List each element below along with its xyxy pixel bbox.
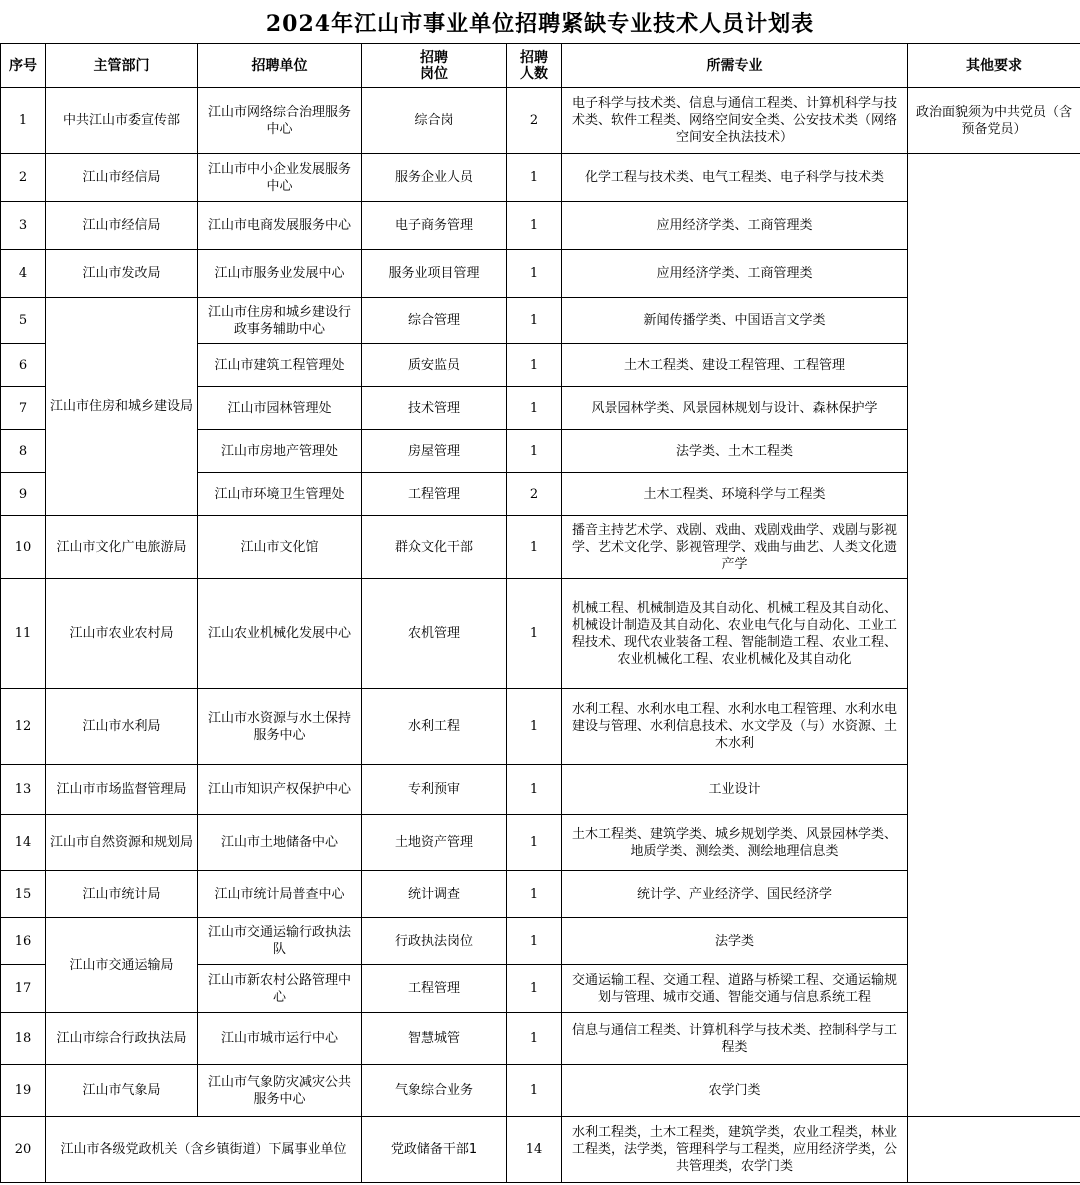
cell-count: 1 <box>507 1013 562 1065</box>
cell-unit: 江山市气象防灾减灾公共服务中心 <box>198 1065 362 1117</box>
cell-major: 土木工程类、环境科学与工程类 <box>562 473 908 516</box>
cell-post: 专利预审 <box>362 765 507 815</box>
cell-dept: 江山市统计局 <box>46 871 198 918</box>
cell-major: 工业设计 <box>562 765 908 815</box>
cell-seq: 4 <box>1 250 46 298</box>
cell-major: 风景园林学类、风景园林规划与设计、森林保护学 <box>562 387 908 430</box>
cell-dept: 江山市经信局 <box>46 154 198 202</box>
cell-unit: 江山市新农村公路管理中心 <box>198 965 362 1013</box>
cell-dept: 江山市各级党政机关（含乡镇街道）下属事业单位 <box>46 1117 362 1183</box>
cell-post: 农机管理 <box>362 579 507 689</box>
cell-seq: 3 <box>1 202 46 250</box>
cell-count: 1 <box>507 815 562 871</box>
cell-dept: 江山市经信局 <box>46 202 198 250</box>
cell-seq: 2 <box>1 154 46 202</box>
cell-dept: 江山市气象局 <box>46 1065 198 1117</box>
cell-count: 1 <box>507 250 562 298</box>
cell-seq: 15 <box>1 871 46 918</box>
header-seq: 序号 <box>1 44 46 88</box>
cell-post: 工程管理 <box>362 473 507 516</box>
header-other: 其他要求 <box>908 44 1080 88</box>
cell-major: 电子科学与技术类、信息与通信工程类、计算机科学与技术类、软件工程类、网络空间安全类、公安技术类（网络空间安全执法技术） <box>562 88 908 154</box>
header-unit: 招聘单位 <box>198 44 362 88</box>
cell-major: 法学类 <box>562 918 908 965</box>
cell-post: 土地资产管理 <box>362 815 507 871</box>
header-major: 所需专业 <box>562 44 908 88</box>
cell-seq: 17 <box>1 965 46 1013</box>
cell-seq: 6 <box>1 344 46 387</box>
cell-seq: 1 <box>1 88 46 154</box>
cell-count: 1 <box>507 765 562 815</box>
cell-major: 统计学、产业经济学、国民经济学 <box>562 871 908 918</box>
cell-seq: 5 <box>1 298 46 344</box>
cell-major: 新闻传播学类、中国语言文学类 <box>562 298 908 344</box>
cell-post: 智慧城管 <box>362 1013 507 1065</box>
cell-major: 土木工程类、建设工程管理、工程管理 <box>562 344 908 387</box>
cell-count: 1 <box>507 202 562 250</box>
cell-post: 电子商务管理 <box>362 202 507 250</box>
cell-unit: 江山市交通运输行政执法队 <box>198 918 362 965</box>
cell-post: 行政执法岗位 <box>362 918 507 965</box>
cell-post: 水利工程 <box>362 689 507 765</box>
cell-seq: 10 <box>1 516 46 579</box>
cell-dept: 江山市市场监督管理局 <box>46 765 198 815</box>
cell-count: 1 <box>507 344 562 387</box>
cell-count: 1 <box>507 387 562 430</box>
cell-major: 应用经济学类、工商管理类 <box>562 202 908 250</box>
cell-other <box>908 1117 1080 1183</box>
cell-unit: 江山市环境卫生管理处 <box>198 473 362 516</box>
cell-unit: 江山市统计局普查中心 <box>198 871 362 918</box>
cell-unit: 江山市服务业发展中心 <box>198 250 362 298</box>
cell-unit: 江山市园林管理处 <box>198 387 362 430</box>
cell-major: 土木工程类、建筑学类、城乡规划学类、风景园林学类、地质学类、测绘类、测绘地理信息类 <box>562 815 908 871</box>
cell-seq: 13 <box>1 765 46 815</box>
cell-post: 服务业项目管理 <box>362 250 507 298</box>
cell-major: 应用经济学类、工商管理类 <box>562 250 908 298</box>
cell-count: 1 <box>507 298 562 344</box>
cell-dept: 中共江山市委宣传部 <box>46 88 198 154</box>
cell-other: 政治面貌须为中共党员（含预备党员） <box>908 88 1080 154</box>
cell-major: 信息与通信工程类、计算机科学与技术类、控制科学与工程类 <box>562 1013 908 1065</box>
cell-seq: 14 <box>1 815 46 871</box>
cell-major: 机械工程、机械制造及其自动化、机械工程及其自动化、机械设计制造及其自动化、农业电气化与自动化、工业工程技术、现代农业装备工程、智能制造工程、农业工程、农业机械化工程、农业机械化及其自动化 <box>562 579 908 689</box>
cell-unit: 江山市中小企业发展服务中心 <box>198 154 362 202</box>
page-title: 2024年江山市事业单位招聘紧缺专业技术人员计划表 <box>265 10 815 37</box>
header-count: 招聘 人数 <box>507 44 562 88</box>
cell-dept: 江山市自然资源和规划局 <box>46 815 198 871</box>
cell-count: 1 <box>507 579 562 689</box>
cell-post: 质安监员 <box>362 344 507 387</box>
table-row <box>1 154 1080 202</box>
cell-major: 水利工程类，土木工程类，建筑学类，农业工程类，林业工程类，法学类，管理科学与工程类，应用经济学类，公共管理类，农学门类 <box>562 1117 908 1183</box>
cell-count: 1 <box>507 689 562 765</box>
cell-dept: 江山市农业农村局 <box>46 579 198 689</box>
cell-count: 1 <box>507 430 562 473</box>
cell-seq: 8 <box>1 430 46 473</box>
cell-major: 农学门类 <box>562 1065 908 1117</box>
cell-count: 2 <box>507 473 562 516</box>
cell-unit: 江山市水资源与水土保持服务中心 <box>198 689 362 765</box>
cell-post: 群众文化干部 <box>362 516 507 579</box>
table-header-row <box>1 44 1080 88</box>
cell-seq: 19 <box>1 1065 46 1117</box>
cell-major: 法学类、土木工程类 <box>562 430 908 473</box>
cell-post: 综合管理 <box>362 298 507 344</box>
cell-unit: 江山市城市运行中心 <box>198 1013 362 1065</box>
cell-other <box>908 154 1080 1117</box>
cell-unit: 江山市文化馆 <box>198 516 362 579</box>
cell-seq: 7 <box>1 387 46 430</box>
cell-count: 2 <box>507 88 562 154</box>
cell-count: 1 <box>507 516 562 579</box>
cell-count: 1 <box>507 1065 562 1117</box>
cell-post: 技术管理 <box>362 387 507 430</box>
cell-unit: 江山市知识产权保护中心 <box>198 765 362 815</box>
cell-dept: 江山市水利局 <box>46 689 198 765</box>
table-row <box>1 1117 1080 1183</box>
cell-post: 房屋管理 <box>362 430 507 473</box>
header-dept: 主管部门 <box>46 44 198 88</box>
cell-count: 1 <box>507 918 562 965</box>
cell-unit: 江山市网络综合治理服务中心 <box>198 88 362 154</box>
cell-count: 1 <box>507 965 562 1013</box>
cell-post: 综合岗 <box>362 88 507 154</box>
cell-dept: 江山市住房和城乡建设局 <box>46 298 198 516</box>
cell-seq: 11 <box>1 579 46 689</box>
cell-major: 水利工程、水利水电工程、水利水电工程管理、水利水电建设与管理、水利信息技术、水文学及（与）水资源、土木水利 <box>562 689 908 765</box>
cell-unit: 江山市电商发展服务中心 <box>198 202 362 250</box>
table-row <box>1 88 1080 154</box>
cell-dept: 江山市综合行政执法局 <box>46 1013 198 1065</box>
cell-seq: 18 <box>1 1013 46 1065</box>
cell-count: 1 <box>507 871 562 918</box>
cell-major: 化学工程与技术类、电气工程类、电子科学与技术类 <box>562 154 908 202</box>
cell-dept: 江山市交通运输局 <box>46 918 198 1013</box>
cell-major: 播音主持艺术学、戏剧、戏曲、戏剧戏曲学、戏剧与影视学、艺术文化学、影视管理学、戏曲与曲艺、人类文化遗产学 <box>562 516 908 579</box>
cell-post: 工程管理 <box>362 965 507 1013</box>
cell-count: 1 <box>507 154 562 202</box>
cell-dept: 江山市发改局 <box>46 250 198 298</box>
cell-unit: 江山市住房和城乡建设行政事务辅助中心 <box>198 298 362 344</box>
recruitment-table <box>0 43 1080 1183</box>
cell-post: 气象综合业务 <box>362 1065 507 1117</box>
cell-seq: 12 <box>1 689 46 765</box>
cell-seq: 9 <box>1 473 46 516</box>
cell-unit: 江山农业机械化发展中心 <box>198 579 362 689</box>
header-post: 招聘 岗位 <box>362 44 507 88</box>
cell-seq: 20 <box>1 1117 46 1183</box>
cell-post: 服务企业人员 <box>362 154 507 202</box>
cell-count: 14 <box>507 1117 562 1183</box>
cell-post: 统计调查 <box>362 871 507 918</box>
cell-post: 党政储备干部1 <box>362 1117 507 1183</box>
cell-unit: 江山市房地产管理处 <box>198 430 362 473</box>
cell-unit: 江山市土地储备中心 <box>198 815 362 871</box>
cell-dept: 江山市文化广电旅游局 <box>46 516 198 579</box>
cell-unit: 江山市建筑工程管理处 <box>198 344 362 387</box>
cell-seq: 16 <box>1 918 46 965</box>
cell-major: 交通运输工程、交通工程、道路与桥梁工程、交通运输规划与管理、城市交通、智能交通与信息系统工程 <box>562 965 908 1013</box>
